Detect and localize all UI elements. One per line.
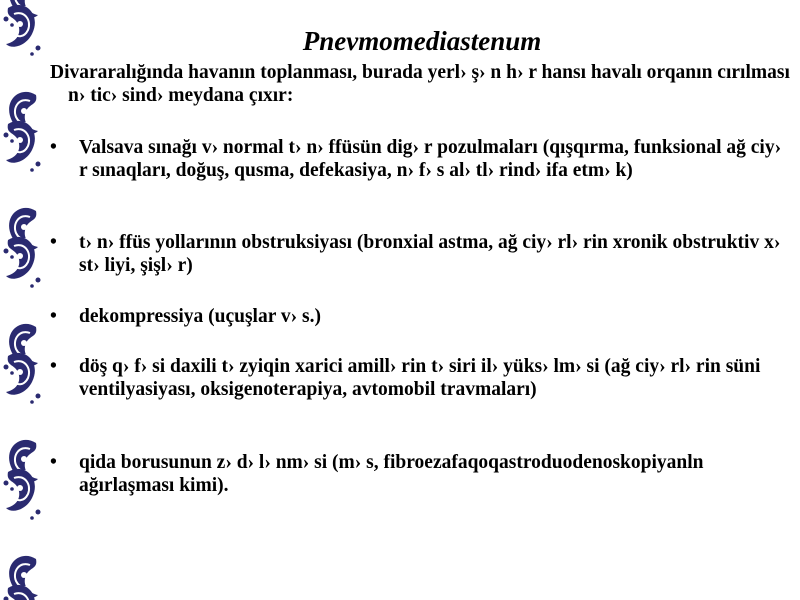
bullet-text: t› n› ffüs yollarının obstruksiyası (bronxial astma, ağ ciy› rl› rin xronik obstruktiv x› st› liyi, şişl› r) [79,232,781,276]
bullet-icon: • [50,137,57,158]
bullet-text: dekompressiya (uçuşlar v› s.) [79,306,321,327]
slide [44,0,800,600]
bullet-icon: • [50,356,57,377]
paisley-pattern-graphic [0,0,44,600]
bullet-icon: • [50,306,57,327]
bullet-icon: • [50,452,57,473]
bullet-text: Valsava sınağı v› normal t› n› ffüsün dig› r pozulmaları (qışqırma, funksional ağ ciy› r sınaqları, doğuş, qusma, defekasiya, n› f› s al› tl› rind› ifa etm› k) [79,137,782,181]
bullet-text: qida borusunun z› d› l› nm› si (m› s, fibroezafaqoqastroduodenoskopiyanln ağırlaşması kimi). [79,452,704,496]
intro-paragraph: Divararalığında havanın toplanması, burada yerl› ş› n h› r hansı havalı orqanın cırılması n› tic› sind› meydana çıxır: [50,62,790,106]
decorative-paisley-border [0,0,44,600]
bullet-icon: • [50,232,57,253]
bullet-text: döş q› f› si daxili t› zyiqin xarici amill› rin t› siri il› yüks› lm› si (ağ ciy› rl› rin süni ventilyasiyası, oksigenoterapiya, avtomobil travmaları) [79,356,761,400]
slide-title: Pnevmomediastenum [302,26,542,56]
